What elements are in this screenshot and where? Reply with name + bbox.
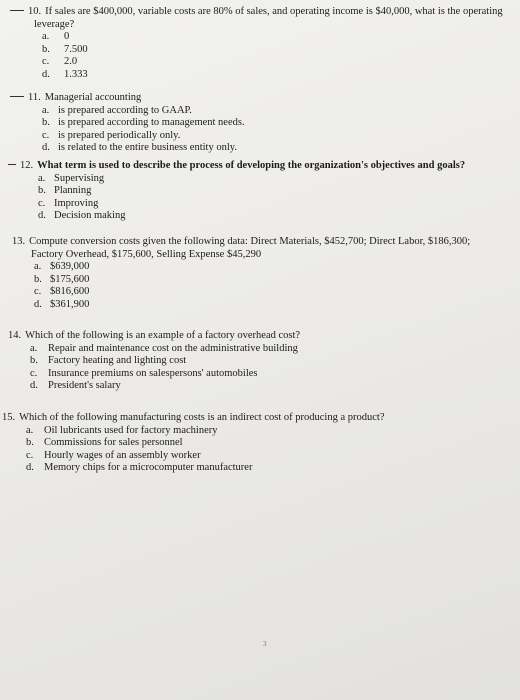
option-d: d. 1.333 (42, 68, 88, 80)
option-d: d. Memory chips for a microcomputer manufacturer (26, 462, 253, 473)
option-a: a. Oil lubricants used for factory machinery (26, 424, 218, 436)
option-a: a. Repair and maintenance cost on the administrative building (30, 342, 298, 354)
option-a: a. 0 (42, 31, 70, 42)
option-d: d. Decision making (38, 210, 126, 221)
question-stem-continued: Factory Overhead, $175,600, Selling Expense $45,290 (31, 248, 262, 260)
answer-blank (10, 96, 24, 97)
option-b: b. $175,600 (34, 273, 90, 285)
question-number: 15. (2, 412, 16, 423)
question-stem: Which of the following manufacturing costs is an indirect cost of producing a product? (19, 412, 385, 423)
option-c: c. Hourly wages of an assembly worker (26, 449, 201, 461)
question-12 (8, 160, 513, 223)
option-d: d. $361,900 (34, 298, 90, 310)
question-stem: Managerial accounting (44, 92, 142, 103)
option-d: d. President's salary (30, 380, 121, 391)
option-b: b. Factory heating and lighting cost (30, 355, 187, 366)
option-a: a. $639,000 (34, 261, 90, 272)
option-a: a. Supervising (38, 172, 105, 184)
question-stem: What term is used to describe the process of developing the organization's objectives and goals? (37, 160, 466, 171)
question-number: 11. (28, 92, 41, 103)
option-b: b. Planning (38, 185, 92, 196)
answer-blank (8, 164, 16, 165)
question-stem: Compute conversion costs given the following data: Direct Materials, $452,700; Direct Labor, $186,300; (29, 236, 471, 247)
option-c: c. Improving (38, 197, 99, 209)
option-b: b. 7.500 (42, 43, 88, 55)
option-d: d. is related to the entire business entity only. (42, 142, 237, 153)
question-number: 10. (28, 6, 42, 17)
option-b: b. is prepared according to management needs. (42, 117, 245, 128)
question-number: 13. (12, 236, 26, 247)
question-14 (8, 330, 513, 393)
question-13 (12, 236, 517, 311)
option-c: c. Insurance premiums on salespersons' automobiles (30, 367, 258, 379)
question-number: 12. (20, 160, 34, 171)
question-stem: Which of the following is an example of a factory overhead cost? (25, 330, 301, 341)
question-stem-continued: leverage? (34, 18, 75, 30)
option-c: c. 2.0 (42, 56, 78, 67)
page-number: 3 (263, 640, 267, 648)
option-c: c. $816,600 (34, 286, 90, 297)
question-stem: If sales are $400,000, variable costs are 80% of sales, and operating income is $40,000, what is the operating (45, 6, 503, 17)
option-b: b. Commissions for sales personnel (26, 437, 183, 448)
question-15 (2, 412, 512, 475)
option-c: c. is prepared periodically only. (42, 129, 181, 141)
question-10 (10, 6, 515, 81)
question-11 (10, 92, 510, 155)
option-a: a. is prepared according to GAAP. (42, 104, 192, 116)
answer-blank (10, 10, 24, 11)
question-number: 14. (8, 330, 22, 341)
